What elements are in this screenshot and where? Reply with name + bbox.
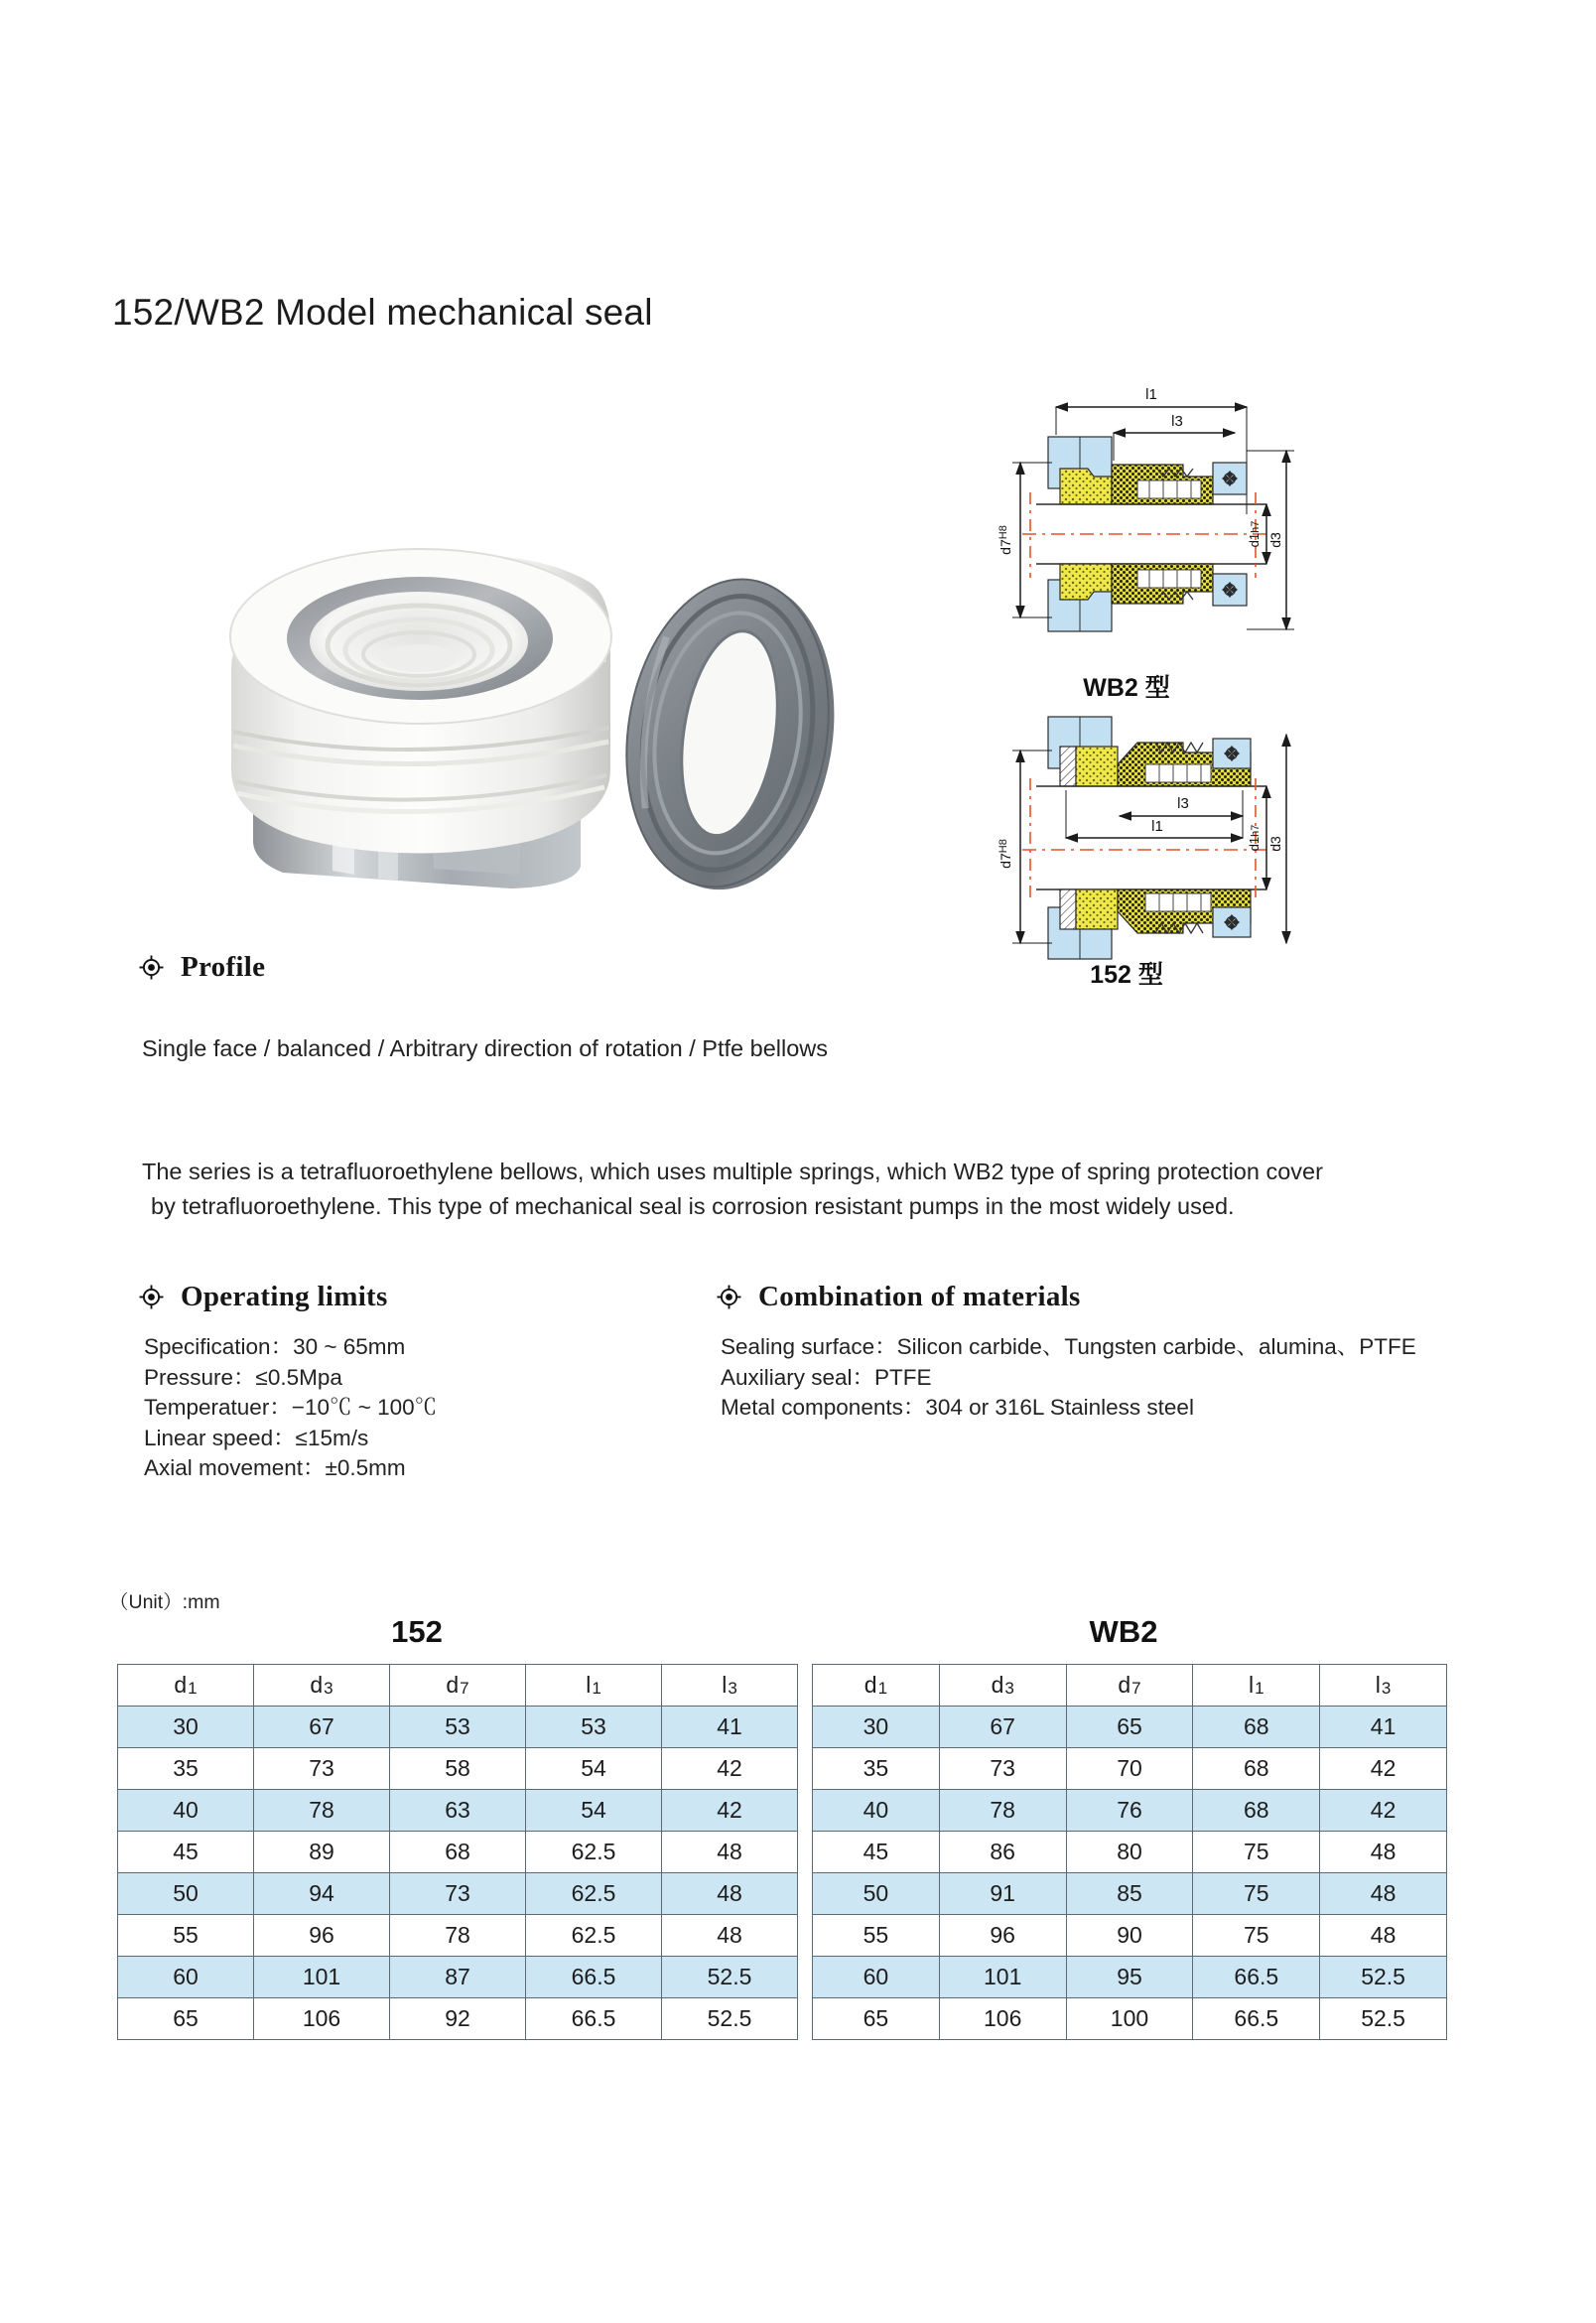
- dimension-table-wb2: [812, 1664, 1447, 2040]
- cell-l3: 52.5: [1320, 1957, 1447, 1998]
- cell-d1: 65: [118, 1998, 254, 2040]
- table-row: [118, 1707, 798, 1748]
- table-body: [118, 1707, 798, 2040]
- cell-d1: 35: [118, 1748, 254, 1790]
- column-header-d1: d1: [118, 1665, 254, 1707]
- cell-d7: 63: [390, 1790, 526, 1832]
- table-header-row: [118, 1665, 798, 1707]
- column-header-d7: d7: [390, 1665, 526, 1707]
- cell-d1: 60: [813, 1957, 940, 1998]
- cell-d7: 78: [390, 1915, 526, 1957]
- unit-note: （Unit）:mm: [109, 1591, 220, 1613]
- cell-d1: 55: [118, 1915, 254, 1957]
- target-bullet-icon: [717, 1285, 741, 1309]
- cell-l1: 75: [1193, 1832, 1320, 1873]
- cell-l1: 68: [1193, 1748, 1320, 1790]
- cell-d1: 50: [813, 1873, 940, 1915]
- dim-l1-152: l1: [1151, 818, 1163, 835]
- cell-l3: 41: [1320, 1707, 1447, 1748]
- cell-d1: 35: [813, 1748, 940, 1790]
- material-metal-components: Metal components：304 or 316L Stainless steel: [721, 1395, 1194, 1420]
- cell-d3: 67: [254, 1707, 390, 1748]
- cell-d3: 86: [939, 1832, 1066, 1873]
- dimension-table-152: [117, 1664, 798, 2040]
- cell-l1: 62.5: [526, 1832, 662, 1873]
- table-row: [118, 1748, 798, 1790]
- cell-d3: 78: [254, 1790, 390, 1832]
- section-title-operating-limits: Operating limits: [181, 1281, 388, 1312]
- cell-d3: 96: [254, 1915, 390, 1957]
- cell-l1: 68: [1193, 1790, 1320, 1832]
- cell-d1: 45: [813, 1832, 940, 1873]
- table-caption-152: 152: [391, 1614, 443, 1649]
- cell-l3: 48: [1320, 1915, 1447, 1957]
- cell-l1: 75: [1193, 1873, 1320, 1915]
- cell-l1: 68: [1193, 1707, 1320, 1748]
- cell-l3: 48: [1320, 1873, 1447, 1915]
- cell-d1: 50: [118, 1873, 254, 1915]
- cell-d7: 68: [390, 1832, 526, 1873]
- cell-d1: 40: [813, 1790, 940, 1832]
- cell-d7: 80: [1066, 1832, 1193, 1873]
- cell-d3: 96: [939, 1915, 1066, 1957]
- table-row: [813, 1915, 1447, 1957]
- operating-limit-axial-movement: Axial movement：±0.5mm: [144, 1455, 406, 1480]
- target-bullet-icon: [139, 955, 164, 980]
- table-row: [813, 1790, 1447, 1832]
- cell-l3: 52.5: [1320, 1998, 1447, 2040]
- description-line-2: by tetrafluoroethylene. This type of mechanical seal is corrosion resistant pumps in the most widely used.: [151, 1193, 1235, 1219]
- table-row: [118, 1957, 798, 1998]
- table-row: [118, 1790, 798, 1832]
- cell-l1: 54: [526, 1748, 662, 1790]
- cell-d1: 55: [813, 1915, 940, 1957]
- cell-d3: 89: [254, 1832, 390, 1873]
- cell-d1: 30: [813, 1707, 940, 1748]
- material-auxiliary-seal: Auxiliary seal：PTFE: [721, 1364, 932, 1390]
- cell-l3: 41: [662, 1707, 798, 1748]
- dim-d7-152: $d7^{H8}$: [998, 839, 1013, 869]
- cell-d7: 87: [390, 1957, 526, 1998]
- table-row: [813, 1832, 1447, 1873]
- table-body: [813, 1707, 1447, 2040]
- cell-l3: 42: [662, 1748, 798, 1790]
- cell-d3: 78: [939, 1790, 1066, 1832]
- table-row: [813, 1748, 1447, 1790]
- cell-d1: 65: [813, 1998, 940, 2040]
- dim-d3-wb2: d3: [1267, 532, 1283, 548]
- dim-d3-152: d3: [1267, 836, 1283, 852]
- cell-d3: 73: [254, 1748, 390, 1790]
- cell-d7: 85: [1066, 1873, 1193, 1915]
- cell-l3: 48: [1320, 1832, 1447, 1873]
- column-header-d3: d3: [939, 1665, 1066, 1707]
- table-row: [813, 1957, 1447, 1998]
- section-heading-operating-limits: [139, 1281, 388, 1313]
- dim-d7-wb2: $d7^{H8}$: [998, 525, 1013, 555]
- drawing-152: [953, 695, 1300, 968]
- dim-l3-152: l3: [1177, 795, 1189, 812]
- dim-l1-wb2: l1: [1145, 386, 1157, 403]
- column-header-d1: d1: [813, 1665, 940, 1707]
- cell-d3: 106: [254, 1998, 390, 2040]
- cell-d7: 92: [390, 1998, 526, 2040]
- operating-limit-pressure: Pressure：≤0.5Mpa: [144, 1364, 342, 1390]
- material-sealing-surface: Sealing surface：Silicon carbide、Tungsten carbide、alumina、PTFE: [721, 1334, 1416, 1359]
- cell-d3: 101: [939, 1957, 1066, 1998]
- operating-limits-list: [142, 1332, 437, 1484]
- column-header-d7: d7: [1066, 1665, 1193, 1707]
- section-heading-materials: [717, 1281, 1081, 1313]
- materials-list: [719, 1332, 1416, 1424]
- cell-l1: 66.5: [1193, 1998, 1320, 2040]
- column-header-l1: l1: [526, 1665, 662, 1707]
- profile-description: [142, 1155, 1462, 1224]
- section-title-materials: Combination of materials: [758, 1281, 1081, 1312]
- table-row: [813, 1707, 1447, 1748]
- dim-d1-152: d1h7: [1247, 824, 1262, 852]
- table-row: [813, 1998, 1447, 2040]
- cell-d7: 95: [1066, 1957, 1193, 1998]
- column-header-d3: d3: [254, 1665, 390, 1707]
- cell-l3: 42: [1320, 1790, 1447, 1832]
- section-heading-profile: [139, 951, 265, 984]
- cell-d1: 60: [118, 1957, 254, 1998]
- section-title-profile: Profile: [181, 951, 266, 983]
- cell-d7: 76: [1066, 1790, 1193, 1832]
- page-title: 152/WB2 Model mechanical seal: [112, 292, 653, 333]
- cell-d7: 53: [390, 1707, 526, 1748]
- drawing-caption-152: 152 型: [1090, 961, 1163, 989]
- cell-l1: 75: [1193, 1915, 1320, 1957]
- cell-d1: 45: [118, 1832, 254, 1873]
- target-bullet-icon: [139, 1285, 164, 1309]
- column-header-l1: l1: [1193, 1665, 1320, 1707]
- cell-d7: 70: [1066, 1748, 1193, 1790]
- cell-d3: 101: [254, 1957, 390, 1998]
- cell-l1: 66.5: [526, 1957, 662, 1998]
- cell-l3: 42: [662, 1790, 798, 1832]
- cell-l1: 66.5: [526, 1998, 662, 2040]
- cell-d7: 100: [1066, 1998, 1193, 2040]
- cell-d3: 94: [254, 1873, 390, 1915]
- cell-d1: 40: [118, 1790, 254, 1832]
- cell-d7: 58: [390, 1748, 526, 1790]
- cell-d3: 91: [939, 1873, 1066, 1915]
- cell-d7: 73: [390, 1873, 526, 1915]
- cell-d3: 67: [939, 1707, 1066, 1748]
- table-caption-wb2: WB2: [1089, 1614, 1158, 1649]
- table-row: [813, 1873, 1447, 1915]
- cell-l1: 62.5: [526, 1915, 662, 1957]
- table-row: [118, 1915, 798, 1957]
- drawing-caption-wb2: WB2 型: [1083, 674, 1170, 702]
- cell-l1: 62.5: [526, 1873, 662, 1915]
- description-line-1: The series is a tetrafluoroethylene bellows, which uses multiple springs, which WB2 type of spring protection cover: [142, 1159, 1323, 1184]
- table-row: [118, 1998, 798, 2040]
- cell-l1: 66.5: [1193, 1957, 1320, 1998]
- cell-l3: 48: [662, 1832, 798, 1873]
- dim-l3-wb2: l3: [1171, 413, 1183, 430]
- cell-d7: 65: [1066, 1707, 1193, 1748]
- dim-d1-wb2: d1h7: [1247, 520, 1262, 548]
- cell-d1: 30: [118, 1707, 254, 1748]
- cell-l3: 48: [662, 1915, 798, 1957]
- cell-l3: 52.5: [662, 1957, 798, 1998]
- cell-l1: 53: [526, 1707, 662, 1748]
- column-header-l3: l3: [662, 1665, 798, 1707]
- cell-l1: 54: [526, 1790, 662, 1832]
- operating-limit-linear-speed: Linear speed：≤15m/s: [144, 1425, 369, 1450]
- profile-summary: Single face / balanced / Arbitrary direction of rotation / Ptfe bellows: [142, 1035, 829, 1061]
- table-row: [118, 1832, 798, 1873]
- cell-d3: 73: [939, 1748, 1066, 1790]
- drawing-wb2: [953, 365, 1300, 668]
- cell-d3: 106: [939, 1998, 1066, 2040]
- table-header-row: [813, 1665, 1447, 1707]
- column-header-l3: l3: [1320, 1665, 1447, 1707]
- cell-d7: 90: [1066, 1915, 1193, 1957]
- cell-l3: 48: [662, 1873, 798, 1915]
- table-row: [118, 1873, 798, 1915]
- operating-limit-specification: Specification：30 ~ 65mm: [144, 1334, 406, 1359]
- product-photo: [184, 472, 859, 893]
- cell-l3: 42: [1320, 1748, 1447, 1790]
- operating-limit-temperature: Temperatuer：−10℃ ~ 100℃: [144, 1395, 438, 1420]
- cell-l3: 52.5: [662, 1998, 798, 2040]
